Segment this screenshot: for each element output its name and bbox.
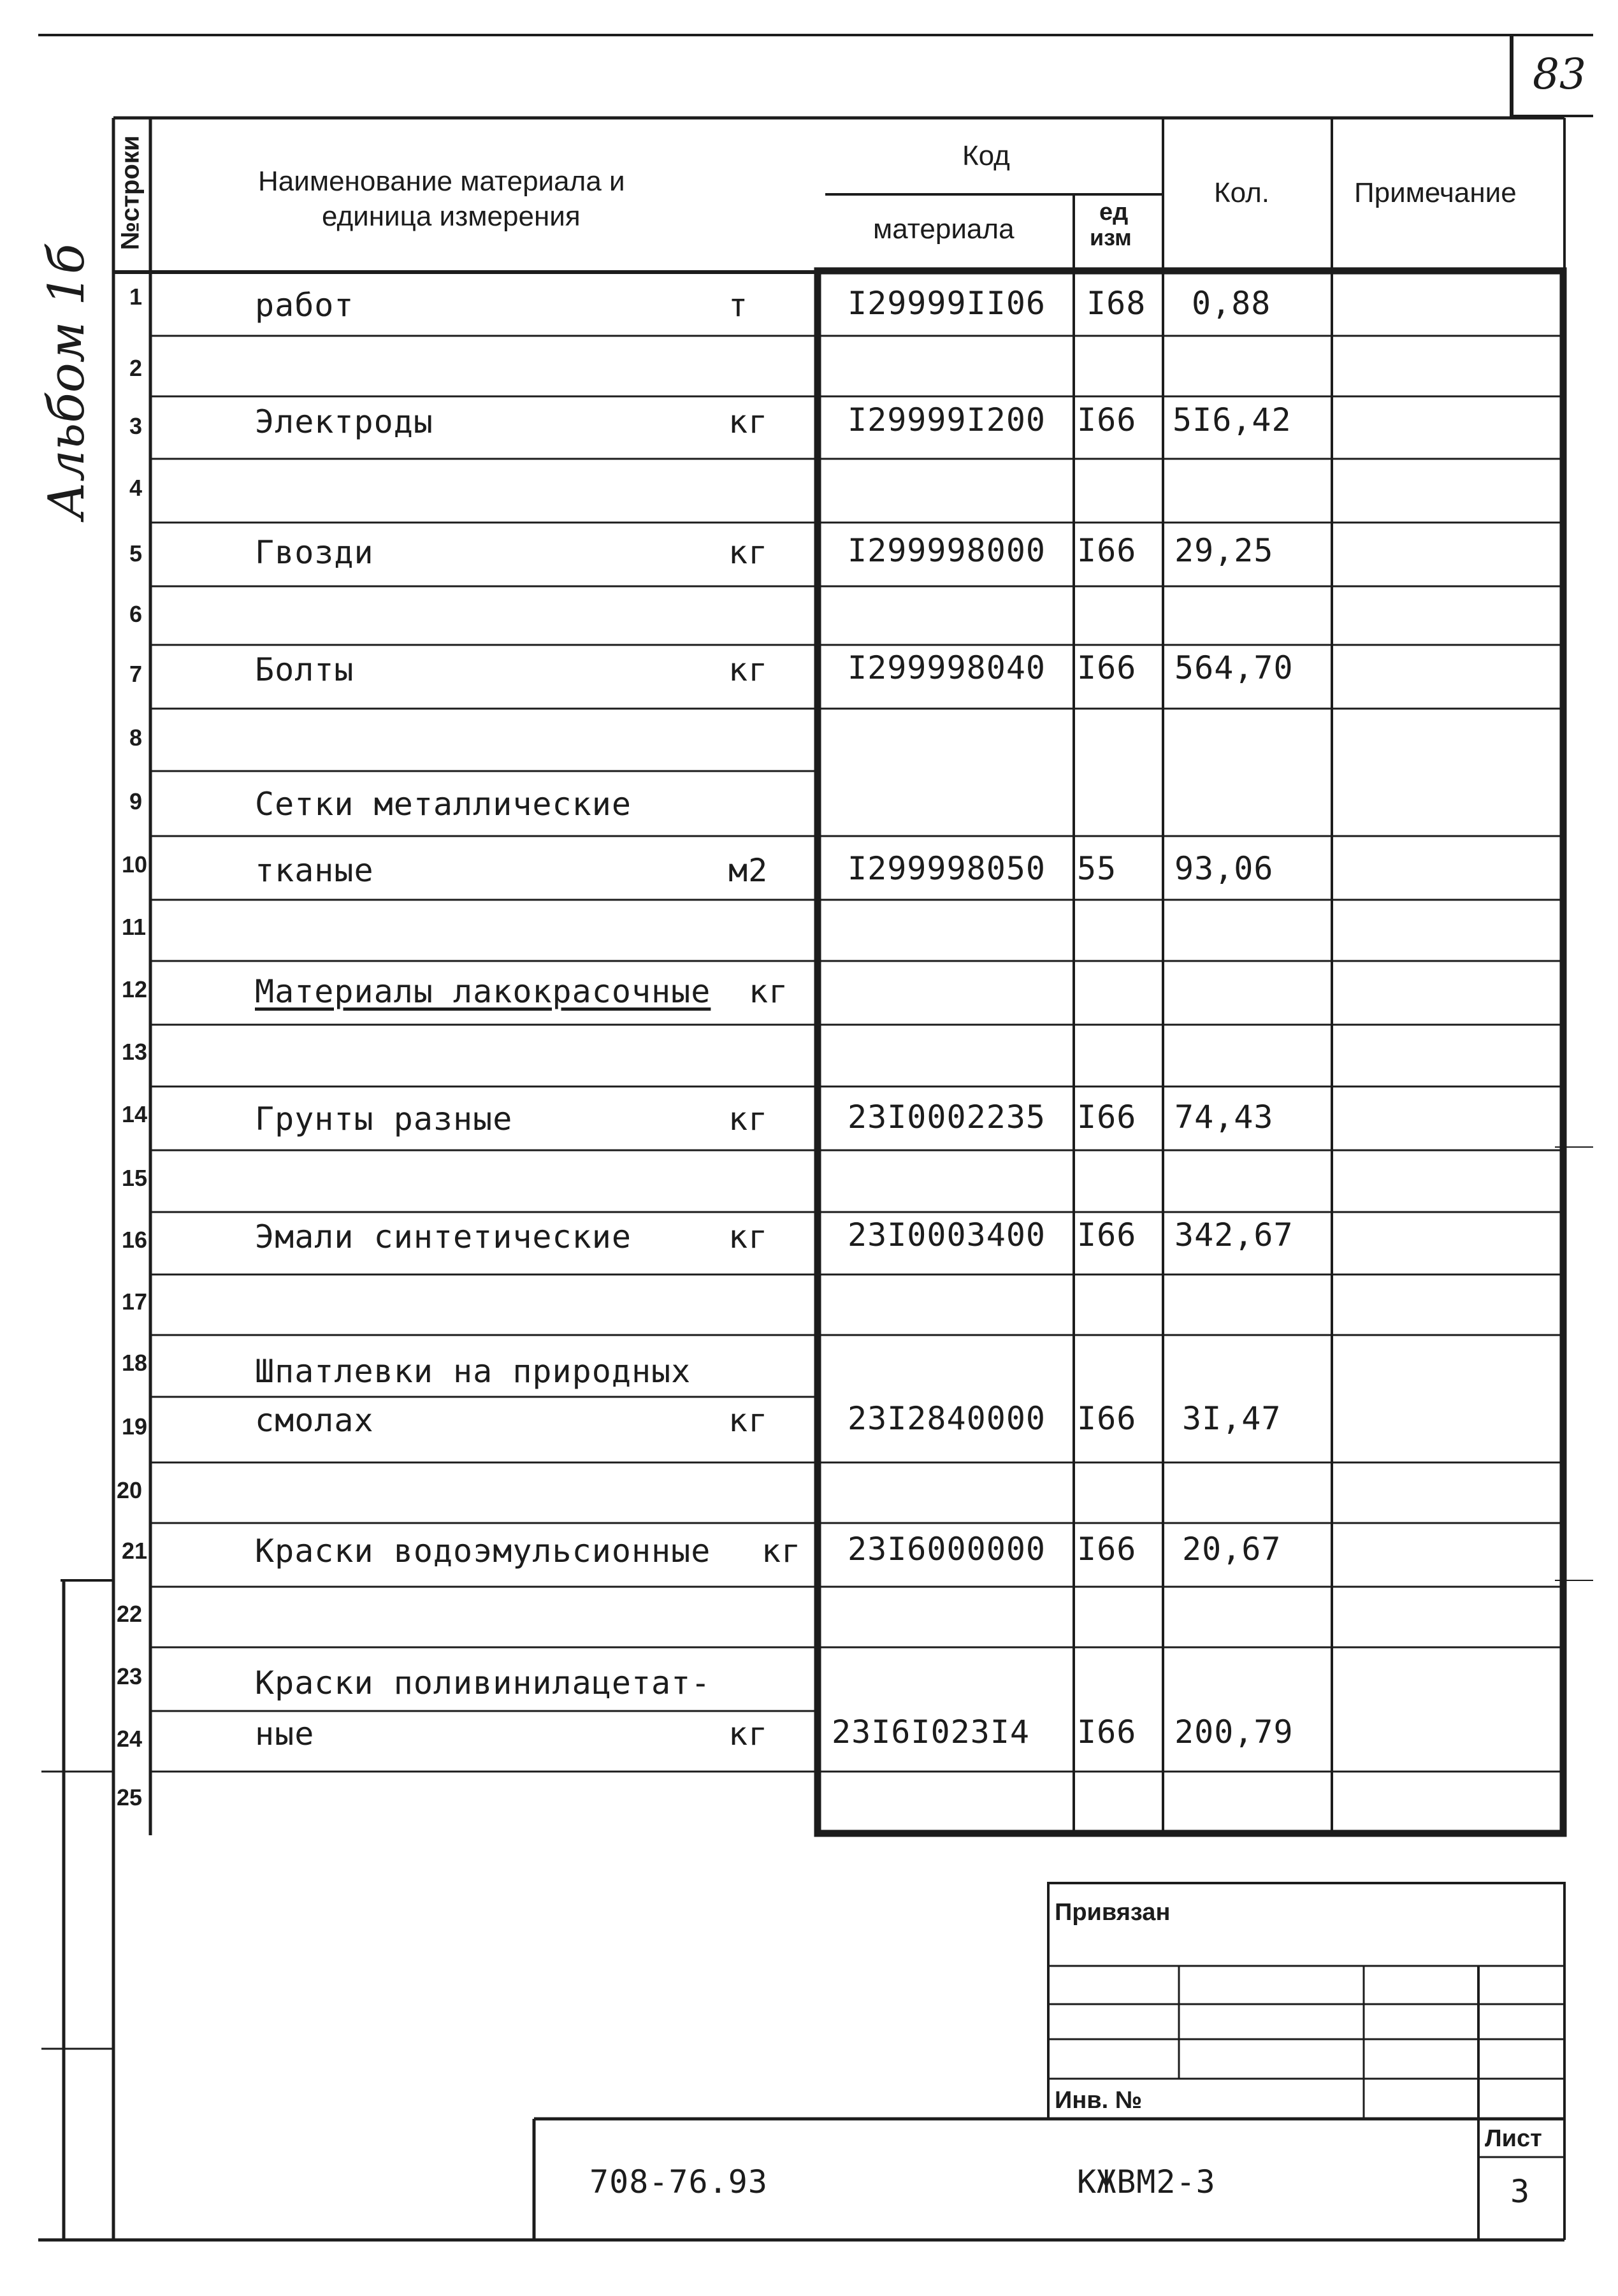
material-name: работ (255, 287, 354, 324)
material-code: I299998000 (848, 532, 1046, 569)
document-code: 708-76.93 (589, 2163, 768, 2200)
unit-code: I66 (1077, 532, 1137, 569)
row-number: 18 (122, 1350, 148, 1376)
quantity: 200,79 (1174, 1714, 1294, 1751)
unit-header-line1: ед (1099, 199, 1129, 226)
unit-code: I66 (1077, 1099, 1137, 1136)
unit-name: кг (728, 1402, 769, 1439)
unit-code: 55 (1077, 850, 1117, 887)
row-number-header: №строки (116, 135, 145, 250)
row-number: 8 (129, 725, 143, 751)
unit-code: I66 (1077, 1531, 1137, 1568)
unit-code: I66 (1077, 1714, 1137, 1751)
quantity: 342,67 (1174, 1217, 1294, 1253)
row-number: 25 (117, 1784, 143, 1810)
row-number: 17 (122, 1289, 148, 1315)
row-number: 10 (122, 851, 148, 877)
quantity: 74,43 (1174, 1099, 1274, 1136)
quantity: 93,06 (1174, 850, 1274, 887)
unit-name: кг (762, 1533, 802, 1570)
material-name: смолах (255, 1402, 374, 1439)
unit-name: кг (728, 1101, 769, 1137)
row-number: 24 (117, 1726, 143, 1752)
code-header: Код (962, 140, 1010, 171)
unit-name: кг (728, 534, 769, 571)
quantity: 29,25 (1174, 532, 1274, 569)
unit-code: I68 (1087, 285, 1146, 322)
unit-code: I66 (1077, 401, 1137, 438)
quantity: 0,88 (1192, 285, 1271, 322)
material-name: Краски поливинилацетат- (255, 1664, 711, 1701)
row-number: 11 (122, 914, 147, 940)
material-name: Сетки металлические (255, 786, 632, 823)
unit-name: кг (728, 1715, 769, 1752)
unit-code: I66 (1077, 1217, 1137, 1253)
material-name: Краски водоэмульсионные (255, 1533, 711, 1570)
unit-name: т (728, 287, 749, 324)
material-code: I299998040 (848, 649, 1046, 686)
row-number: 13 (122, 1039, 148, 1065)
material-name: Шпатлевки на природных (255, 1353, 691, 1390)
inventory-number-label: Инв. № (1055, 2087, 1143, 2114)
unit-name: кг (728, 651, 769, 688)
quantity: 5I6,42 (1173, 401, 1292, 438)
material-code: 23I6000000 (848, 1531, 1046, 1568)
row-number: 5 (129, 540, 143, 567)
row-number: 1 (129, 284, 143, 310)
unit-name: кг (749, 973, 789, 1010)
note-header: Примечание (1354, 177, 1517, 208)
material-name: тканые (255, 852, 374, 889)
row-number: 3 (129, 413, 143, 439)
row-number: 7 (129, 661, 143, 687)
material-code: I299998050 (848, 850, 1046, 887)
sheet-label: Лист (1485, 2125, 1542, 2152)
unit-header-line2: изм (1090, 224, 1132, 250)
row-number: 2 (129, 355, 143, 381)
row-number: 19 (122, 1413, 148, 1440)
material-code: 23I2840000 (848, 1400, 1046, 1437)
qty-header: Кол. (1214, 177, 1270, 208)
row-number: 20 (117, 1477, 143, 1503)
material-name: Эмали синтетические (255, 1218, 632, 1255)
unit-code: I66 (1077, 649, 1137, 686)
material-code: I29999I200 (848, 401, 1046, 438)
row-number: 12 (122, 976, 148, 1002)
unit-code: I66 (1077, 1400, 1137, 1437)
material-name: Грунты разные (255, 1101, 513, 1137)
bound-label: Привязан (1055, 1899, 1171, 1926)
material-group-name: Материалы лакокрасочные (255, 973, 711, 1010)
name-header-line1: Наименование материала и (258, 166, 625, 197)
quantity: 20,67 (1182, 1531, 1282, 1568)
sheet-number: 83 (1533, 50, 1586, 99)
material-code: I29999II06 (848, 285, 1046, 322)
row-number: 15 (122, 1165, 148, 1191)
document-mark: КЖВМ2-3 (1077, 2163, 1216, 2200)
row-number: 14 (122, 1101, 148, 1127)
row-number: 22 (117, 1601, 143, 1627)
row-number: 9 (129, 788, 143, 814)
material-name: Гвозди (255, 534, 374, 571)
material-name: ные (255, 1715, 315, 1752)
sheet-value: 3 (1510, 2173, 1531, 2210)
quantity: 564,70 (1174, 649, 1294, 686)
row-number: 21 (122, 1538, 148, 1564)
row-number: 6 (129, 601, 143, 627)
quantity: 3I,47 (1182, 1400, 1282, 1437)
row-number: 16 (122, 1227, 148, 1253)
unit-name: кг (728, 403, 769, 440)
material-code: 23I0002235 (848, 1099, 1046, 1136)
album-label: Альбом 1б (38, 243, 96, 519)
material-header: материала (873, 213, 1015, 245)
material-code: 23I0003400 (848, 1217, 1046, 1253)
material-name: Болты (255, 651, 354, 688)
unit-name: м2 (728, 852, 769, 889)
material-code: 23I6I023I4 (832, 1714, 1030, 1751)
name-header-line2: единица измерения (322, 201, 581, 232)
material-name: Электроды (255, 403, 433, 440)
unit-name: кг (728, 1218, 769, 1255)
row-number: 23 (117, 1663, 143, 1689)
row-number: 4 (129, 475, 143, 501)
